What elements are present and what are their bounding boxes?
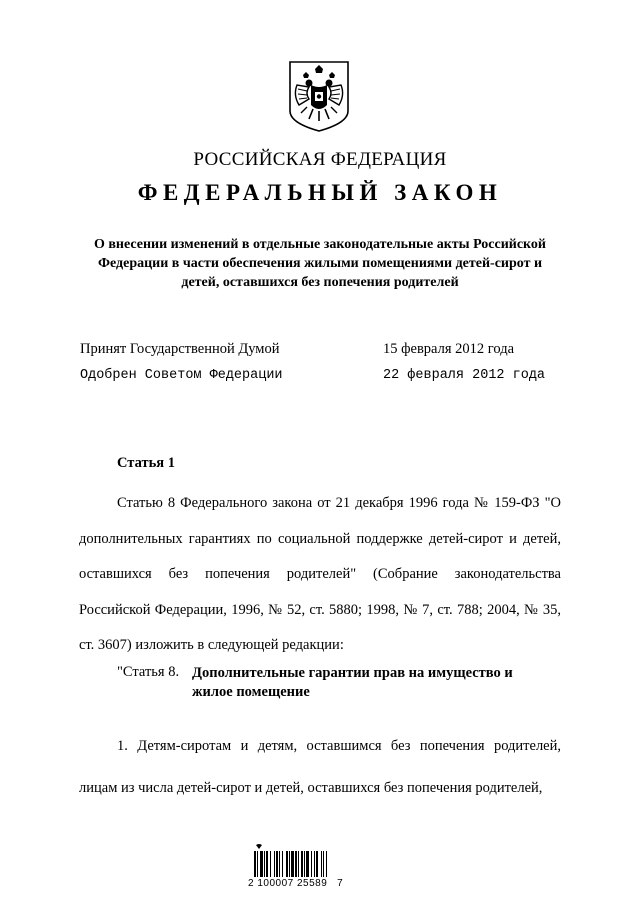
adoption-date: 15 февраля 2012 года [383, 341, 515, 357]
quoted-article-title: Дополнительные гарантии прав на имущество и жилое помещение [192, 665, 513, 700]
law-type-title: ФЕДЕРАЛЬНЫЙ ЗАКОН [137, 180, 503, 205]
adoption-label: Одобрен Советом Федерации [80, 368, 283, 383]
article-text: Статью 8 Федерального закона от 21 декабря 1996 года № 159-ФЗ "О дополнительных гарантиях по социальной поддержке детей-сирот и детей, оставшихся без попечения родителей" (Собрание законодательства Российской Федерации, 1996, № 52, ст. 5880; 1998, № 7, ст. 788; 2004, № 35, ст. 3607) изложить в следующей редакции: [79, 495, 561, 653]
law-subject: О внесении изменений в отдельные законодательные акты Российской Федерации в части обеспечения жилыми помещениями детей-сирот и детей, оставшихся без попечения родителей [93, 237, 546, 290]
barcode-number: 2 100007 25589 7 [248, 878, 344, 889]
quoted-article-number: "Статья 8. [117, 664, 180, 680]
coat-of-arms-icon [287, 59, 351, 133]
country-name: РОССИЙСКАЯ ФЕДЕРАЦИЯ [193, 149, 447, 170]
adoption-date: 22 февраля 2012 года [383, 368, 546, 383]
point-text: 1. Детям-сиротам и детям, оставшимся без попечения родителей, лицам из числа детей-сирот и детей, оставшихся без попечения родителей, [79, 738, 561, 796]
adoption-label: Принят Государственной Думой [80, 341, 280, 357]
article-heading: Статья 1 [117, 455, 175, 471]
